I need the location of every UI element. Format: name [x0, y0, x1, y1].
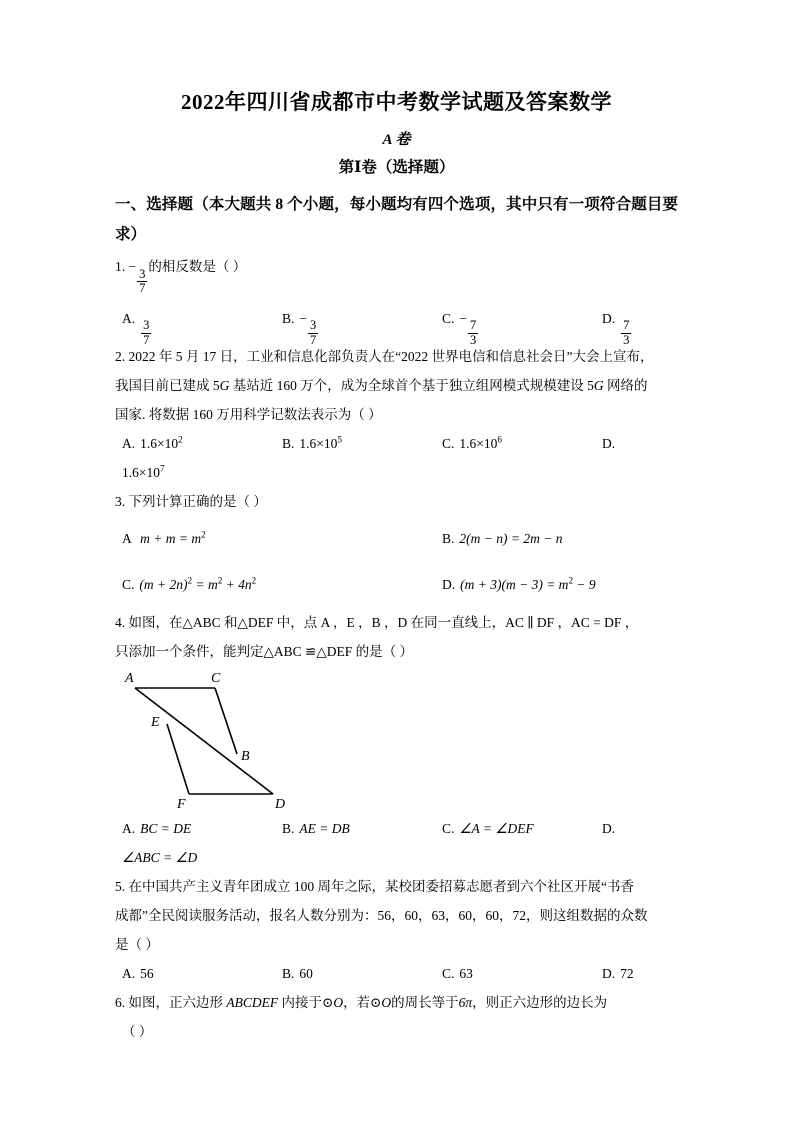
- page-title: 2022年四川省成都市中考数学试题及答案数学: [181, 90, 612, 114]
- q5-stem-line-2: 成都”全民阅读服务活动，报名人数分别为：56，60，63，60，60，72，则这组数据的众数: [115, 907, 648, 923]
- q3-option-b[interactable]: B. 2(m − n) = 2m − n: [442, 530, 563, 546]
- q1-option-b[interactable]: B. − $\frac{3}{7}$: [282, 310, 317, 347]
- q1-option-a-fraction: $\frac{3}{7}$: [143, 318, 150, 347]
- q2-option-c[interactable]: C. $1.6\times 10^6$: [442, 434, 502, 451]
- part-label: 第Ⅰ卷（选择题）: [338, 159, 455, 176]
- q5-option-b[interactable]: B. 60: [282, 965, 313, 981]
- q2-stem-line-2: 我国目前已建成 5G 基站近 160 万个，成为全球首个基于独立组网模式规模建设 5G 网络的: [115, 377, 648, 393]
- triangle-congruence-svg: [115, 666, 345, 814]
- question-4-options: [115, 814, 678, 843]
- q6-stem-line-2: （ ）: [122, 1023, 153, 1039]
- q5-stem-line-1: 5. 在中国共产主义青年团成立 100 周年之际，某校团委招募志愿者到六个社区开展“书香: [115, 878, 634, 894]
- q6-stem-line-1: 6. 如图，正六边形 ABCDEF 内接于⊙O，若⊙O的周长等于6π，则正六边形的边长为: [115, 994, 608, 1010]
- q5-stem-line-3: 是（ ）: [115, 936, 159, 952]
- figure-label-F: F: [177, 796, 186, 812]
- question-6-stem: [115, 988, 678, 1046]
- q1-option-c[interactable]: C. − $\frac{7}{3}$: [442, 310, 477, 347]
- q1-stem-tail: 的相反数是（ ）: [148, 259, 247, 274]
- paper-label-text: A 卷: [382, 132, 411, 148]
- q4-option-c[interactable]: C. ∠A = ∠DEF: [442, 820, 534, 836]
- figure-label-B: B: [241, 748, 250, 764]
- paper-label: [115, 128, 678, 152]
- question-2-stem: [115, 342, 678, 429]
- q4-stem-line-1: 4. 如图，在△ABC 和△DEF 中，点 A ，E ，B ，D 在同一直线上，AC ∥ DF ，AC = DF ，: [115, 614, 639, 630]
- q1-option-a[interactable]: A. $\frac{3}{7}$: [122, 310, 150, 347]
- q3-option-a[interactable]: A $m + m = m^2$: [122, 529, 206, 546]
- page-content: [115, 86, 678, 1046]
- question-4-stem: [115, 608, 678, 666]
- q5-option-a[interactable]: A. 56: [122, 965, 154, 981]
- q1-minus: −: [128, 259, 137, 274]
- question-1-stem: [115, 252, 678, 296]
- q4-stem-line-2: 只添加一个条件，能判定△ABC ≌△DEF 的是（ ）: [115, 643, 413, 659]
- q5-option-d[interactable]: D. 72: [602, 965, 634, 981]
- q3-option-c[interactable]: C. $(m + 2n)^2 = m^2 + 4n^2$: [122, 575, 257, 592]
- q4-option-d[interactable]: D.: [602, 820, 616, 836]
- question-3-stem: 3. 下列计算正确的是（ ）: [115, 493, 267, 509]
- figure-label-A: A: [125, 670, 134, 686]
- q3-option-d[interactable]: D. $(m + 3)(m - 3) = m^2 - 9$: [442, 575, 596, 592]
- q2-stem-line-3: 国家. 将数据 160 万用科学记数法表示为（ ）: [115, 406, 382, 422]
- q1-option-c-fraction: $\frac{7}{3}$: [470, 318, 477, 347]
- figure-label-C: C: [211, 670, 221, 686]
- figure-label-E: E: [151, 714, 160, 730]
- question-3-options-row-1: [115, 516, 678, 562]
- question-5-stem: [115, 872, 678, 959]
- figure-label-D: D: [275, 796, 286, 812]
- q2-option-d[interactable]: D.: [602, 435, 616, 451]
- q2-option-b[interactable]: B. $1.6\times 10^5$: [282, 434, 342, 451]
- q5-option-c[interactable]: C. 63: [442, 965, 473, 981]
- q1-fraction: $\frac{3}{7}$: [139, 266, 146, 296]
- triangle-congruence-diagram: [115, 666, 345, 814]
- q2-option-a[interactable]: A. $1.6\times 10^2$: [122, 434, 183, 451]
- q4-option-b[interactable]: B. AE = DB: [282, 820, 350, 836]
- section-heading: 一、选择题（本大题共 8 个小题，每小题均有四个选项，其中只有一项符合题目要求）: [115, 196, 678, 243]
- q1-option-d[interactable]: D. $\frac{7}{3}$: [602, 310, 630, 347]
- q1-number: 1.: [115, 259, 126, 274]
- q2-stem-line-1: 2. 2022 年 5 月 17 日，工业和信息化部负责人在“2022 世界电信和信息社会日”大会上宣布，: [115, 348, 654, 364]
- question-1-options: [115, 296, 678, 347]
- q1-option-b-fraction: $\frac{3}{7}$: [310, 318, 317, 347]
- question-5-options: [115, 959, 678, 988]
- q2-option-d-value[interactable]: $1.6\times 10^7$: [122, 463, 165, 480]
- q4-option-d-value[interactable]: ∠ABC = ∠D: [122, 849, 198, 865]
- q4-option-a[interactable]: A. BC = DE: [122, 820, 192, 836]
- question-3-options-row-2: [115, 562, 678, 608]
- question-2-options: [115, 429, 678, 458]
- q1-option-d-fraction: $\frac{7}{3}$: [623, 318, 630, 347]
